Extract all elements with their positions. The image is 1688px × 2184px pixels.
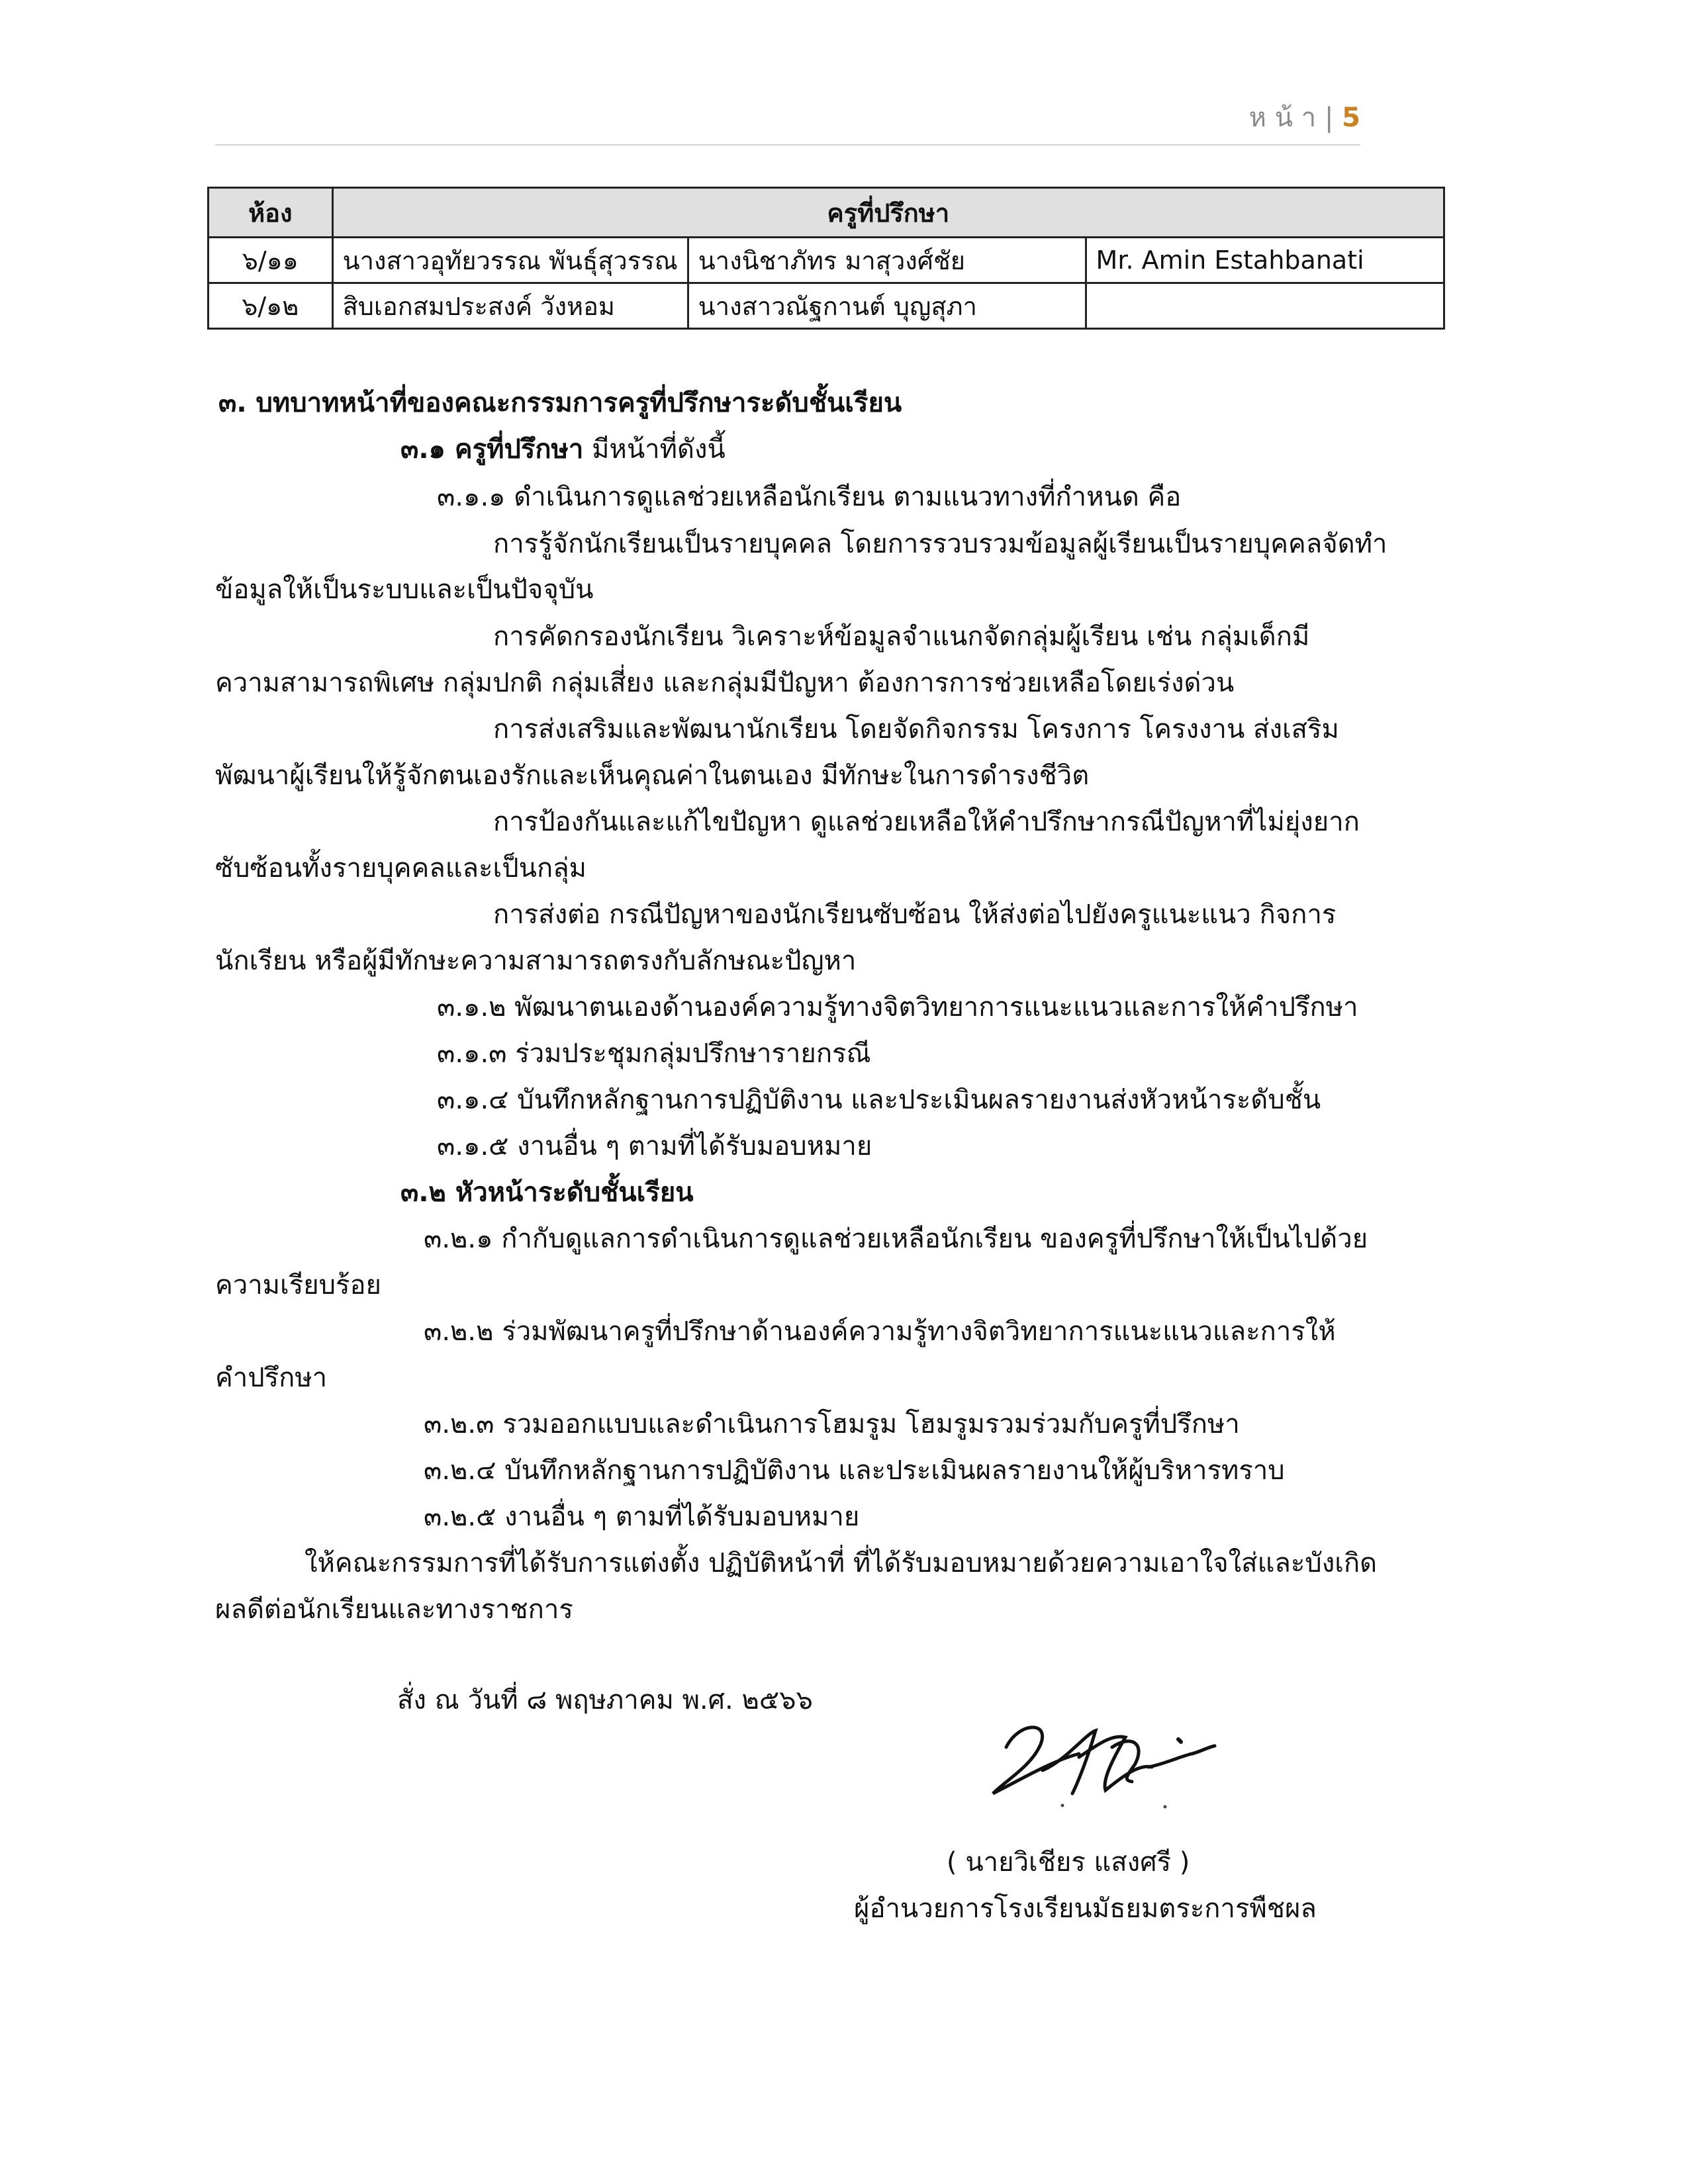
subsection-3-1 xyxy=(400,430,726,469)
page-header xyxy=(1192,96,1360,138)
advisor-cell: นางสาวณัฐกานต์ บุญสุภา xyxy=(688,283,1086,329)
item-3-1-4: ๓.๑.๔ บันทึกหลักฐานการปฏิบัติงาน และประเมินผลรายงานส่งหัวหน้าระดับชั้น xyxy=(437,1085,1321,1115)
advisor-table xyxy=(207,187,1445,330)
section-heading: ๓. บทบาทหน้าที่ของคณะกรรมการครูที่ปรึกษาระดับชั้นเรียน xyxy=(218,388,902,418)
closing-paragraph: ให้คณะกรรมการที่ได้รับการแต่งตั้ง ปฏิบัติหน้าที่ ที่ได้รับมอบหมายด้วยความเอาใจใส่และบังเกิด xyxy=(305,1548,1378,1578)
header-room: ห้อง xyxy=(209,188,333,238)
order-date: สั่ง ณ วันที่ ๘ พฤษภาคม พ.ศ. ๒๕๖๖ xyxy=(397,1685,813,1715)
item-3-1-3: ๓.๑.๓ ร่วมประชุมกลุ่มปรึกษารายกรณี xyxy=(437,1038,871,1069)
item-3-2-1: ๓.๒.๑ กำกับดูแลการดำเนินการดูแลช่วยเหลือนักเรียน ของครูที่ปรึกษาให้เป็นไปด้วย xyxy=(424,1224,1368,1254)
advisor-cell: นางนิชาภัทร มาสุวงศ์ชัย xyxy=(688,238,1086,283)
item-3-2-4: ๓.๒.๔ บันทึกหลักฐานการปฏิบัติงาน และประเมินผลรายงานให้ผู้บริหารทราบ xyxy=(424,1455,1285,1486)
signature-icon xyxy=(980,1707,1231,1820)
paragraph-line: การป้องกันและแก้ไขปัญหา ดูแลช่วยเหลือให้คำปรึกษากรณีปัญหาที่ไม่ยุ่งยาก xyxy=(493,807,1360,837)
table-row xyxy=(209,283,1444,329)
item-3-2-3: ๓.๒.๓ รวมออกแบบและดำเนินการโฮมรูม โฮมรูมรวมร่วมกับครูที่ปรึกษา xyxy=(424,1409,1240,1439)
header-advisors: ครูที่ปรึกษา xyxy=(332,188,1444,238)
advisor-cell xyxy=(1086,283,1444,329)
advisor-cell: นางสาวอุทัยวรรณ พันธุ์สุวรรณ xyxy=(332,238,688,283)
room-cell: ๖/๑๑ xyxy=(209,238,333,283)
paragraph-line: นักเรียน หรือผู้มีทักษะความสามารถตรงกับลักษณะปัญหา xyxy=(215,946,857,976)
item-3-2-2: ๓.๒.๒ ร่วมพัฒนาครูที่ปรึกษาด้านองค์ความรู้ทางจิตวิทยาการแนะแนวและการให้ xyxy=(424,1316,1336,1347)
item-3-2-5: ๓.๒.๕ งานอื่น ๆ ตามที่ได้รับมอบหมาย xyxy=(424,1502,860,1532)
page-label: ห น้ า | xyxy=(1248,103,1334,133)
subsection-3-1-label: ๓.๑ ครูที่ปรึกษา xyxy=(400,434,584,465)
paragraph-line: ความเรียบร้อย xyxy=(215,1270,381,1300)
signature-image xyxy=(980,1707,1231,1820)
paragraph-line: คำปรึกษา xyxy=(215,1363,328,1393)
room-cell: ๖/๑๒ xyxy=(209,283,333,329)
paragraph-line: ความสามารถพิเศษ กลุ่มปกติ กลุ่มเสี่ยง และกลุ่มมีปัญหา ต้องการการช่วยเหลือโดยเร่งด่วน xyxy=(215,668,1235,698)
advisor-cell: Mr. Amin Estahbanati xyxy=(1086,238,1444,283)
paragraph-line: ข้อมูลให้เป็นระบบและเป็นปัจจุบัน xyxy=(215,574,594,605)
item-3-1-5: ๓.๑.๕ งานอื่น ๆ ตามที่ได้รับมอบหมาย xyxy=(437,1131,872,1161)
page-number: 5 xyxy=(1342,103,1360,133)
item-3-1-1: ๓.๑.๑ ดำเนินการดูแลช่วยเหลือนักเรียน ตามแนวทางที่กำหนด คือ xyxy=(437,482,1182,512)
closing-paragraph: ผลดีต่อนักเรียนและทางราชการ xyxy=(215,1594,573,1625)
subsection-3-1-text: มีหน้าที่ดังนี้ xyxy=(583,434,726,465)
table-row xyxy=(209,238,1444,283)
table-header-row xyxy=(209,188,1444,238)
paragraph-line: การส่งเสริมและพัฒนานักเรียน โดยจัดกิจกรรม โครงการ โครงงาน ส่งเสริม xyxy=(493,714,1339,745)
subsection-3-2: ๓.๒ หัวหน้าระดับชั้นเรียน xyxy=(400,1177,694,1208)
paragraph-line: ซับซ้อนทั้งรายบุคคลและเป็นกลุ่ม xyxy=(215,853,587,884)
paragraph-line: การคัดกรองนักเรียน วิเคราะห์ข้อมูลจำแนกจัดกลุ่มผู้เรียน เช่น กลุ่มเด็กมี xyxy=(493,621,1310,652)
item-3-1-2: ๓.๑.๒ พัฒนาตนเองด้านองค์ความรู้ทางจิตวิทยาการแนะแนวและการให้คำปรึกษา xyxy=(437,992,1358,1023)
paragraph-line: การรู้จักนักเรียนเป็นรายบุคคล โดยการรวบรวมข้อมูลผู้เรียนเป็นรายบุคคลจัดทำ xyxy=(493,529,1387,559)
advisor-cell: สิบเอกสมประสงค์ วังหอม xyxy=(332,283,688,329)
signer-name: ( นายวิเชียร แสงศรี ) xyxy=(947,1847,1190,1878)
paragraph-line: การส่งต่อ กรณีปัญหาของนักเรียนซับซ้อน ให้ส่งต่อไปยังครูแนะแนว กิจการ xyxy=(493,899,1336,930)
header-divider xyxy=(215,144,1360,146)
signer-title: ผู้อำนวยการโรงเรียนมัธยมตระการพืชผล xyxy=(854,1893,1317,1924)
paragraph-line: พัฒนาผู้เรียนให้รู้จักตนเองรักและเห็นคุณค่าในตนเอง มีทักษะในการดำรงชีวิต xyxy=(215,760,1090,791)
